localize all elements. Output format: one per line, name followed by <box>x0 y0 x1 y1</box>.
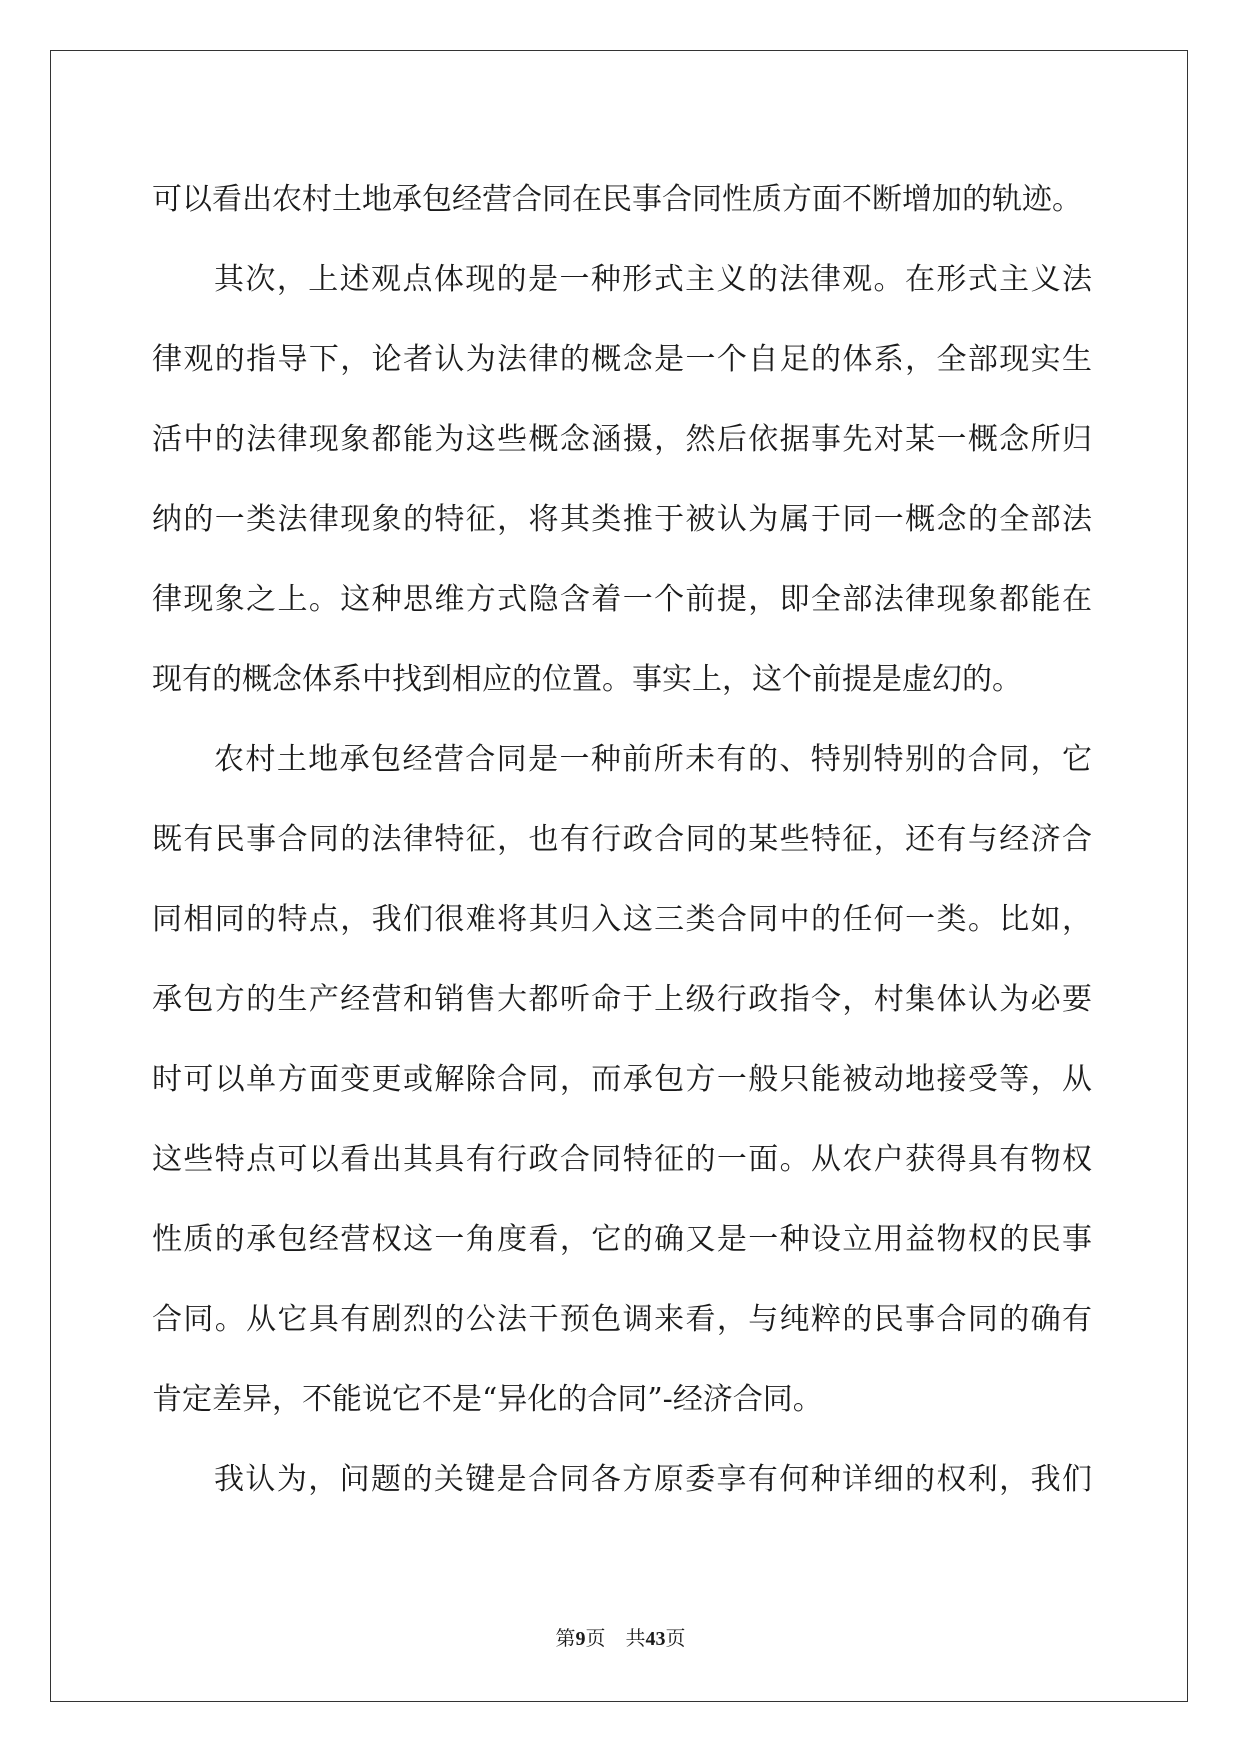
footer-total-suffix: 页 <box>665 1628 686 1650</box>
text-line-15: 合同。从它具有剧烈的公法干预色调来看，与纯粹的民事合同的确有 <box>152 1302 1092 1337</box>
text-line-9: 既有民事合同的法律特征，也有行政合同的某些特征，还有与经济合 <box>152 822 1092 857</box>
footer-page-number: 9 <box>575 1628 586 1650</box>
text-line-11: 承包方的生产经营和销售大都听命于上级行政指令，村集体认为必要 <box>152 982 1092 1017</box>
text-line-7: 现有的概念体系中找到相应的位置。事实上，这个前提是虚幻的。 <box>152 662 1022 697</box>
footer-total-prefix: 共 <box>625 1628 646 1650</box>
page-footer <box>0 1622 1241 1651</box>
text-line-8: 农村土地承包经营合同是一种前所未有的、特别特别的合同，它 <box>214 742 1092 777</box>
text-line-1: 可以看出农村土地承包经营合同在民事合同性质方面不断增加的轨迹。 <box>152 182 1082 217</box>
footer-prefix: 第 <box>555 1628 576 1650</box>
text-line-6: 律现象之上。这种思维方式隐含着一个前提，即全部法律现象都能在 <box>152 582 1092 617</box>
text-line-3: 律观的指导下，论者认为法律的概念是一个自足的体系，全部现实生 <box>152 342 1092 377</box>
text-line-10: 同相同的特点，我们很难将其归入这三类合同中的任何一类。比如， <box>152 902 1092 937</box>
footer-total-pages: 43 <box>645 1628 666 1650</box>
text-line-12: 时可以单方面变更或解除合同，而承包方一般只能被动地接受等，从 <box>152 1062 1092 1097</box>
footer-page-suffix: 页 <box>585 1628 606 1650</box>
text-line-5: 纳的一类法律现象的特征，将其类推于被认为属于同一概念的全部法 <box>152 502 1092 537</box>
text-line-13: 这些特点可以看出其具有行政合同特征的一面。从农户获得具有物权 <box>152 1142 1092 1177</box>
text-line-16: 肯定差异，不能说它不是“异化的合同”-经济合同。 <box>152 1382 823 1417</box>
text-line-14: 性质的承包经营权这一角度看，它的确又是一种设立用益物权的民事 <box>152 1222 1092 1257</box>
text-line-4: 活中的法律现象都能为这些概念涵摄，然后依据事先对某一概念所归 <box>152 422 1092 457</box>
text-line-17: 我认为，问题的关键是合同各方原委享有何种详细的权利，我们 <box>214 1462 1092 1497</box>
document-body <box>152 160 1092 1520</box>
text-line-2: 其次，上述观点体现的是一种形式主义的法律观。在形式主义法 <box>214 262 1092 297</box>
